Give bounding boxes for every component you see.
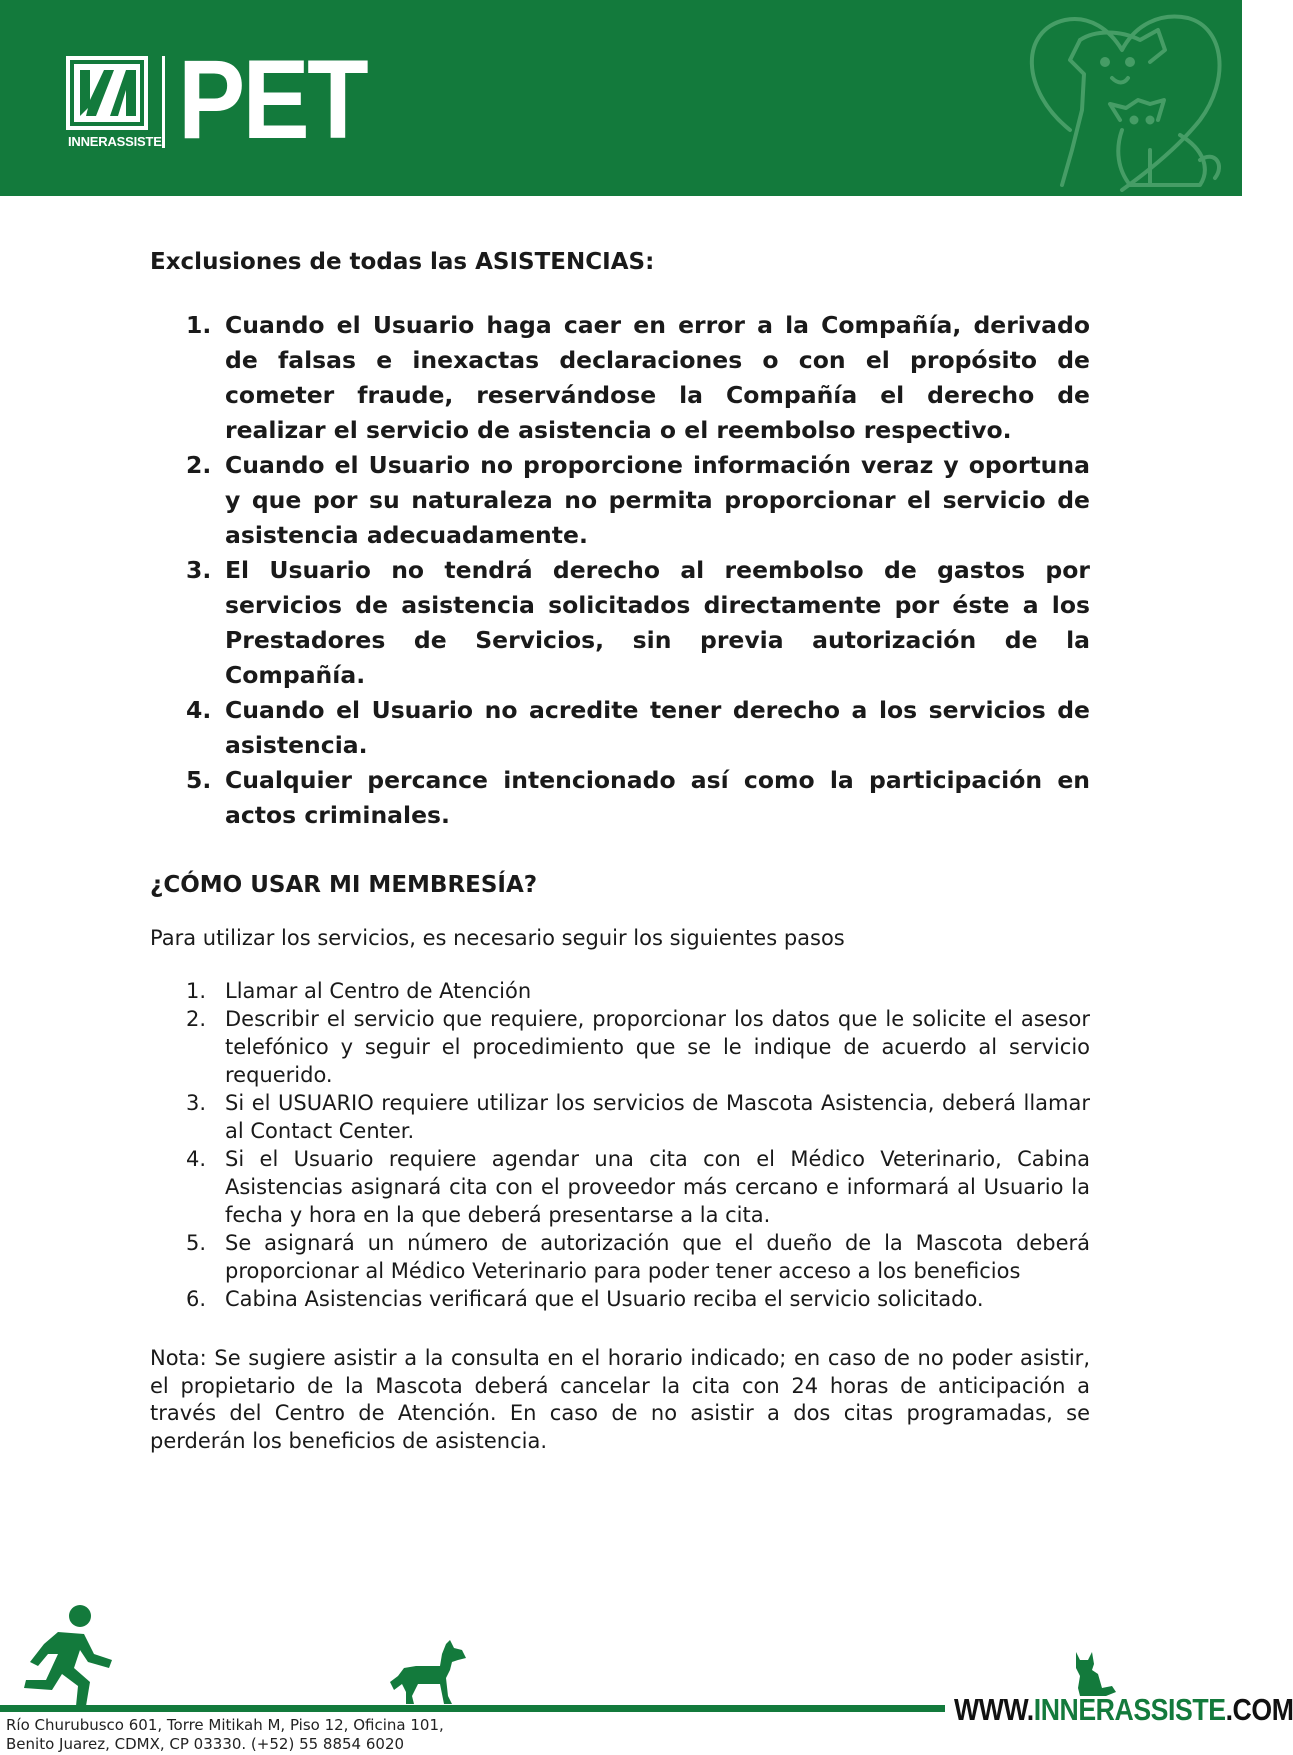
running-person-icon <box>14 1604 114 1708</box>
usage-steps-list <box>150 977 1090 1313</box>
cat-icon <box>1068 1648 1118 1698</box>
exclusions-list <box>150 308 1090 833</box>
list-item: 1. Cuando el Usuario haga caer en error a la Compañía, derivado de falsas e inexactas declaraciones o con el propósito de cometer fraude, reservándose la Compañía el derecho de realizar el servicio de asistencia o el reembolso respectivo. <box>186 311 1090 444</box>
list-item: 2. Cuando el Usuario no proporcione información veraz y oportuna y que por su naturaleza no permita proporcionar el servicio de asistencia adecuadamente. <box>186 451 1090 549</box>
list-item: 6. Cabina Asistencias verificará que el Usuario reciba el servicio solicitado. <box>186 1287 984 1311</box>
list-item: 4. Cuando el Usuario no acredite tener derecho a los servicios de asistencia. <box>186 696 1090 759</box>
footer-address: Río Churubusco 601, Torre Mitikah M, Piso 12, Oficina 101, Benito Juarez, CDMX, CP 03330. (+52) 55 8854 6020 <box>6 1716 444 1753</box>
list-item: 3. Si el USUARIO requiere utilizar los servicios de Mascota Asistencia, deberá llamar al Contact Center. <box>186 1091 1090 1143</box>
list-item: 3. El Usuario no tendrá derecho al reembolso de gastos por servicios de asistencia solicitados directamente por éste a los Prestadores de Servicios, sin previa autorización de la Compañía. <box>186 556 1090 689</box>
exclusions-heading: Exclusiones de todas las ASISTENCIAS: <box>150 249 655 275</box>
list-item: 1. Llamar al Centro de Atención <box>186 979 532 1003</box>
list-item: 5. Cualquier percance intencionado así como la participación en actos criminales. <box>186 766 1090 829</box>
list-item: 5. Se asignará un número de autorización que el dueño de la Mascota deberá proporcionar al Médico Veterinario para poder tener acceso a los beneficios <box>186 1231 1090 1283</box>
footer-line <box>0 1705 945 1712</box>
usage-intro: Para utilizar los servicios, es necesario seguir los siguientes pasos <box>150 926 845 950</box>
pets-heart-icon <box>1010 0 1242 196</box>
document-body <box>150 246 1090 1455</box>
header-banner <box>0 0 1242 196</box>
usage-heading: ¿CÓMO USAR MI MEMBRESÍA? <box>150 872 538 898</box>
logo-divider <box>162 56 165 148</box>
list-item: 2. Describir el servicio que requiere, proporcionar los datos que le solicite el asesor telefónico y seguir el procedimiento que se le indique de acuerdo al servicio requerido. <box>186 1007 1090 1087</box>
website-link[interactable]: WWW.INNERASSISTE.COM <box>954 1692 1293 1727</box>
logo-tagline: INNERASSISTE <box>68 134 162 149</box>
list-item: 4. Si el Usuario requiere agendar una cita con el Médico Veterinario, Cabina Asistencias asignará cita con el proveedor más cercano e informará al Usuario la fecha y hora en la que deberá presentarse a la cita. <box>186 1147 1090 1227</box>
dog-icon <box>388 1640 470 1706</box>
brand-title: PET <box>178 37 366 162</box>
usage-note: Nota: Se sugiere asistir a la consulta en el horario indicado; en caso de no poder asistir, el propietario de la Mascota deberá cancelar la cita con 24 horas de anticipación a través del Centro de Atención. En caso de no asistir a dos citas programadas, se perderán los beneficios de asistencia. <box>150 1346 1090 1453</box>
innerassiste-logo-icon <box>66 56 148 130</box>
